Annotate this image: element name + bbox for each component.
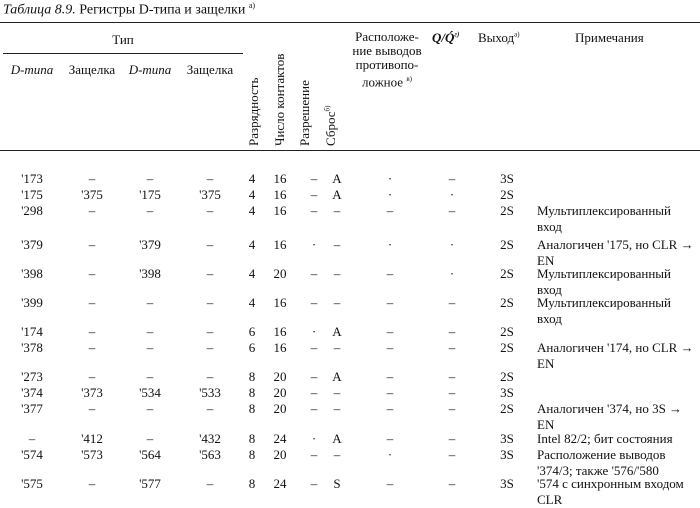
cell-rst: A xyxy=(332,431,342,446)
cell-pin: – xyxy=(386,401,394,416)
type-group-rule xyxy=(3,53,243,54)
table-row xyxy=(0,203,700,234)
cell-en: – xyxy=(310,295,318,310)
cell-pins: 16 xyxy=(273,295,287,310)
cell-en: · xyxy=(311,431,317,446)
cell-out: 2S xyxy=(500,324,514,339)
cell-pins: 20 xyxy=(273,266,287,281)
header-type: Тип xyxy=(112,32,134,47)
cell-rst: – xyxy=(333,401,341,416)
cell-l1: – xyxy=(88,369,96,384)
cell-d1: '378 xyxy=(21,340,43,355)
cell-d1: '374 xyxy=(21,385,43,400)
header-output: Выход$^{а)}$ xyxy=(478,30,520,45)
cell-pin: – xyxy=(386,431,394,446)
cell-pins: 24 xyxy=(273,431,287,446)
cell-qq: – xyxy=(448,340,456,355)
header-d-type-2: D-типа xyxy=(128,62,172,77)
table-row xyxy=(0,324,700,340)
header-enable: Разрешение xyxy=(297,80,312,146)
cell-d1: '175 xyxy=(21,187,43,202)
cell-qq: – xyxy=(448,369,456,384)
cell-pins: 16 xyxy=(273,171,287,186)
header-reset-mark: б) xyxy=(323,105,332,112)
cell-d2: '534 xyxy=(139,385,161,400)
cell-d1: '377 xyxy=(21,401,43,416)
cell-en: – xyxy=(310,476,318,491)
table-row xyxy=(0,171,700,187)
cell-bits: 4 xyxy=(248,295,256,310)
table-caption xyxy=(3,1,255,19)
cell-out: 2S xyxy=(500,187,514,202)
cell-note: '574 с синхронным входом CLR xyxy=(537,476,684,507)
cell-out: 3S xyxy=(500,447,514,462)
cell-rst: S xyxy=(333,476,341,491)
header-pinout xyxy=(342,30,432,89)
cell-l2: – xyxy=(206,237,214,252)
cell-bits: 8 xyxy=(248,431,256,446)
caption-mark: а) xyxy=(248,1,256,10)
cell-l2: – xyxy=(206,266,214,281)
cell-qq: · xyxy=(449,266,455,281)
cell-qq: · xyxy=(449,237,455,252)
cell-d2: '175 xyxy=(139,187,161,202)
cell-d2: – xyxy=(146,203,154,218)
cell-bits: 8 xyxy=(248,476,256,491)
cell-d2: '577 xyxy=(139,476,161,491)
cell-l2: – xyxy=(206,203,214,218)
cell-out: 3S xyxy=(500,171,514,186)
cell-qq: – xyxy=(448,324,456,339)
cell-l2: – xyxy=(206,369,214,384)
cell-pin: – xyxy=(386,369,394,384)
cell-l1: '573 xyxy=(81,447,103,462)
cell-out: 3S xyxy=(500,431,514,446)
cell-bits: 8 xyxy=(248,385,256,400)
cell-out: 2S xyxy=(500,203,514,218)
table-row xyxy=(0,447,700,478)
cell-d1: '273 xyxy=(21,369,43,384)
cell-en: – xyxy=(310,447,318,462)
cell-pin: – xyxy=(386,266,394,281)
cell-d1: '398 xyxy=(21,266,43,281)
cell-note: Мультиплексированный вход xyxy=(537,295,671,326)
cell-pin: – xyxy=(386,476,394,491)
cell-d2: – xyxy=(146,295,154,310)
table-row xyxy=(0,401,700,432)
cell-l1: – xyxy=(88,324,96,339)
cell-pins: 16 xyxy=(273,203,287,218)
header-bottom-rule xyxy=(0,150,700,151)
cell-rst: A xyxy=(332,369,342,384)
header-notes: Примечания xyxy=(575,30,644,45)
cell-bits: 6 xyxy=(248,340,256,355)
cell-pin: · xyxy=(387,171,393,186)
cell-en: · xyxy=(311,237,317,252)
cell-rst: – xyxy=(333,385,341,400)
cell-pin: – xyxy=(386,295,394,310)
cell-rst: – xyxy=(333,203,341,218)
cell-d1: '379 xyxy=(21,237,43,252)
cell-l2: – xyxy=(206,476,214,491)
cell-en: – xyxy=(310,171,318,186)
cell-pins: 24 xyxy=(273,476,287,491)
cell-out: 2S xyxy=(500,295,514,310)
cell-qq: – xyxy=(448,295,456,310)
table-row xyxy=(0,369,700,385)
cell-l1: – xyxy=(88,476,96,491)
cell-out: 2S xyxy=(500,401,514,416)
cell-note: Расположение выводов '374/3; также '576/'580 xyxy=(537,447,666,478)
cell-bits: 6 xyxy=(248,324,256,339)
cell-l2: – xyxy=(206,401,214,416)
cell-pin: – xyxy=(386,385,394,400)
cell-rst: – xyxy=(333,340,341,355)
cell-d1: '174 xyxy=(21,324,43,339)
cell-d2: – xyxy=(146,401,154,416)
table-row xyxy=(0,266,700,297)
cell-out: 2S xyxy=(500,237,514,252)
cell-rst: A xyxy=(332,171,342,186)
header-pinout-mark: в) xyxy=(406,75,412,83)
table-row xyxy=(0,237,700,268)
table-row xyxy=(0,385,700,401)
cell-pins: 20 xyxy=(273,447,287,462)
cell-note: Аналогичен '175, но CLR → EN xyxy=(537,237,694,268)
header-pinout-line-2: ние выводов xyxy=(352,43,422,58)
cell-d1: '575 xyxy=(21,476,43,491)
cell-bits: 4 xyxy=(248,266,256,281)
cell-bits: 8 xyxy=(248,401,256,416)
header-reset-text: Сброс xyxy=(323,111,338,146)
header-pinout-line-1: Расположе- xyxy=(355,29,419,44)
cell-pins: 20 xyxy=(273,401,287,416)
cell-rst: – xyxy=(333,237,341,252)
cell-pins: 20 xyxy=(273,369,287,384)
table-row xyxy=(0,187,700,203)
cell-en: · xyxy=(311,324,317,339)
cell-rst: – xyxy=(333,266,341,281)
table-row xyxy=(0,295,700,326)
cell-pins: 20 xyxy=(273,385,287,400)
cell-note: Intel 82/2; бит состояния xyxy=(537,431,673,446)
cell-note: Аналогичен '374, но 3S → EN xyxy=(537,401,683,432)
cell-qq: · xyxy=(449,187,455,202)
cell-d2: – xyxy=(146,369,154,384)
cell-l2: – xyxy=(206,171,214,186)
cell-d2: '379 xyxy=(139,237,161,252)
cell-pin: · xyxy=(387,187,393,202)
cell-pins: 16 xyxy=(273,187,287,202)
cell-d1: '399 xyxy=(21,295,43,310)
cell-en: – xyxy=(310,385,318,400)
cell-qq: – xyxy=(448,401,456,416)
cell-l1: – xyxy=(88,203,96,218)
cell-l2: '563 xyxy=(199,447,221,462)
cell-d1: '173 xyxy=(21,171,43,186)
cell-d2: – xyxy=(146,171,154,186)
cell-l1: '375 xyxy=(81,187,103,202)
cell-l1: – xyxy=(88,237,96,252)
cell-l1: '373 xyxy=(81,385,103,400)
cell-bits: 4 xyxy=(248,203,256,218)
header-bits: Разрядность xyxy=(246,77,261,146)
cell-l2: – xyxy=(206,340,214,355)
cell-d2: – xyxy=(146,431,154,446)
cell-out: 3S xyxy=(500,385,514,400)
cell-en: – xyxy=(310,340,318,355)
cell-pins: 16 xyxy=(273,237,287,252)
cell-d1: '574 xyxy=(21,447,43,462)
cell-en: – xyxy=(310,369,318,384)
header-latch-1: Защелка xyxy=(68,62,116,77)
cell-l2: – xyxy=(206,295,214,310)
cell-d1: – xyxy=(28,431,36,446)
cell-l1: – xyxy=(88,171,96,186)
cell-note: Мультиплексированный вход xyxy=(537,203,671,234)
cell-d1: '298 xyxy=(21,203,43,218)
cell-l2: '432 xyxy=(199,431,221,446)
cell-qq: – xyxy=(448,431,456,446)
cell-l2: '375 xyxy=(199,187,221,202)
cell-en: – xyxy=(310,203,318,218)
cell-en: – xyxy=(310,187,318,202)
cell-d2: – xyxy=(146,340,154,355)
cell-out: 2S xyxy=(500,340,514,355)
cell-l2: '533 xyxy=(199,385,221,400)
cell-pin: – xyxy=(386,340,394,355)
header-d-type-1: D-типа xyxy=(10,62,54,77)
header-reset xyxy=(323,106,339,146)
cell-l1: – xyxy=(88,340,96,355)
header-latch-2: Защелка xyxy=(186,62,234,77)
cell-l1: '412 xyxy=(81,431,103,446)
table-row xyxy=(0,431,700,447)
header-pins: Число контактов xyxy=(272,53,287,146)
header-qq-mark: г) xyxy=(454,30,460,39)
cell-rst: A xyxy=(332,187,342,202)
cell-pin: · xyxy=(387,447,393,462)
cell-qq: – xyxy=(448,171,456,186)
cell-l2: – xyxy=(206,324,214,339)
cell-qq: – xyxy=(448,476,456,491)
cell-d2: – xyxy=(146,324,154,339)
caption-text: Регистры D-типа и защелки xyxy=(79,2,246,18)
cell-qq: – xyxy=(448,385,456,400)
cell-out: 2S xyxy=(500,369,514,384)
cell-l1: – xyxy=(88,295,96,310)
table-row xyxy=(0,340,700,371)
header-pinout-line-3: противопо- xyxy=(355,57,419,72)
header-qq: Q/Q́$^{г)}$ xyxy=(432,30,460,45)
cell-pins: 16 xyxy=(273,324,287,339)
header-top-rule xyxy=(0,22,700,23)
cell-rst: – xyxy=(333,295,341,310)
cell-rst: A xyxy=(332,324,342,339)
cell-d2: '398 xyxy=(139,266,161,281)
cell-bits: 4 xyxy=(248,187,256,202)
cell-pin: · xyxy=(387,237,393,252)
cell-en: – xyxy=(310,401,318,416)
cell-note: Мультиплексированный вход xyxy=(537,266,671,297)
cell-bits: 8 xyxy=(248,369,256,384)
caption-label: Таблица 8.9. xyxy=(3,2,76,18)
cell-rst: – xyxy=(333,447,341,462)
cell-qq: – xyxy=(448,447,456,462)
header-pinout-line-4: ложное $^{в)}$ xyxy=(362,74,412,90)
cell-d2: '564 xyxy=(139,447,161,462)
cell-pins: 16 xyxy=(273,340,287,355)
cell-out: 2S xyxy=(500,266,514,281)
cell-en: – xyxy=(310,266,318,281)
cell-pin: – xyxy=(386,203,394,218)
cell-out: 3S xyxy=(500,476,514,491)
cell-bits: 4 xyxy=(248,171,256,186)
cell-note: Аналогичен '174, но CLR → EN xyxy=(537,340,694,371)
cell-qq: – xyxy=(448,203,456,218)
cell-l1: – xyxy=(88,401,96,416)
cell-l1: – xyxy=(88,266,96,281)
cell-bits: 4 xyxy=(248,237,256,252)
table-row xyxy=(0,476,700,507)
header-output-mark: а) xyxy=(514,30,520,39)
cell-bits: 8 xyxy=(248,447,256,462)
cell-pin: – xyxy=(386,324,394,339)
